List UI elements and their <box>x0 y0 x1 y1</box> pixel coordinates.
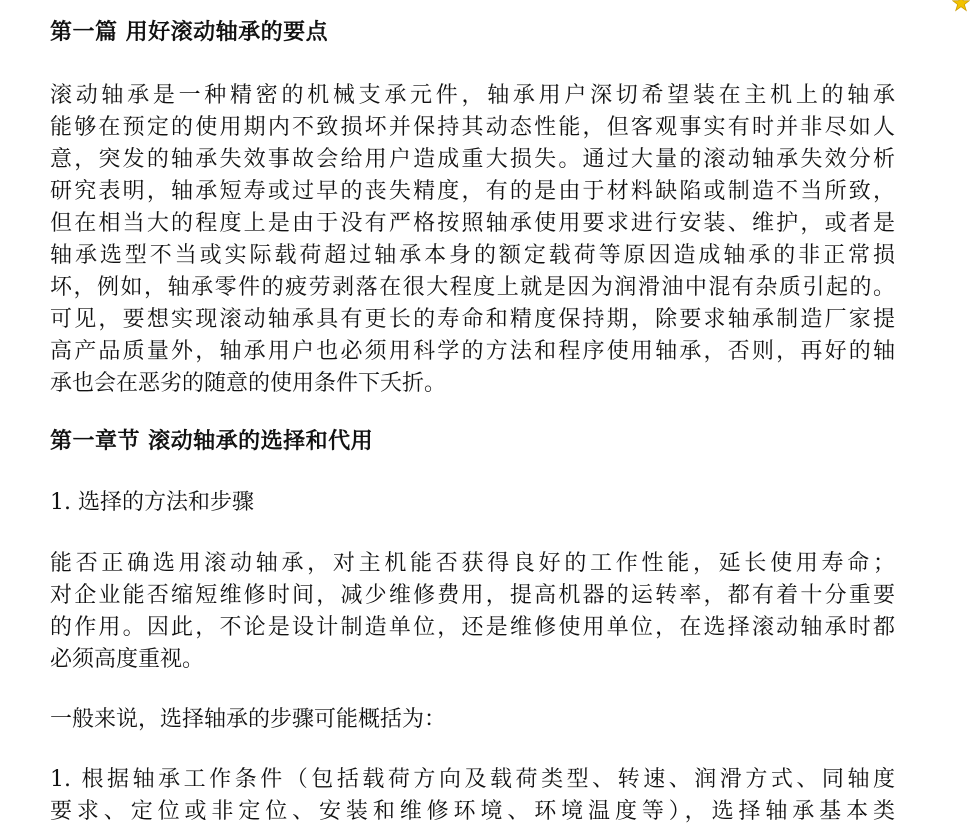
paragraph-line: 对企业能否缩短维修时间，减少维修费用，提高机器的运转率，都有着十分重要 <box>50 583 895 608</box>
paragraph-line: 承也会在恶劣的随意的使用条件下夭折。 <box>50 371 447 396</box>
paragraph-line: 意，突发的轴承失效事故会给用户造成重大损失。通过大量的滚动轴承失效分析 <box>50 147 895 172</box>
paragraph-line: 坏，例如，轴承零件的疲劳剥落在很大程度上就是因为润滑油中混有杂质引起的。 <box>50 275 895 300</box>
list-item: 要求、定位或非定位、安装和维修环境、环境温度等），选择轴承基本类 <box>50 799 895 824</box>
paragraph-line: 滚动轴承是一种精密的机械支承元件，轴承用户深切希望装在主机上的轴承 <box>50 83 895 108</box>
section-title: 1. 选择的方法和步骤 <box>50 490 254 515</box>
star-icon <box>952 0 970 12</box>
paragraph-line: 可见，要想实现滚动轴承具有更长的寿命和精度保持期，除要求轴承制造厂家提 <box>50 307 895 332</box>
list-item: 1. 根据轴承工作条件（包括载荷方向及载荷类型、转速、润滑方式、同轴度 <box>50 767 895 792</box>
paragraph-line: 能否正确选用滚动轴承，对主机能否获得良好的工作性能，延长使用寿命； <box>50 551 895 576</box>
paragraph-line: 能够在预定的使用期内不致损坏并保持其动态性能，但客观事实有时并非尽如人 <box>50 115 895 140</box>
paragraph-line: 轴承选型不当或实际载荷超过轴承本身的额定载荷等原因造成轴承的非正常损 <box>50 243 895 268</box>
part-title: 第一篇 用好滚动轴承的要点 <box>50 20 329 45</box>
paragraph-line: 的作用。因此，不论是设计制造单位，还是维修使用单位，在选择滚动轴承时都 <box>50 615 895 640</box>
chapter-title: 第一章节 滚动轴承的选择和代用 <box>50 429 374 454</box>
paragraph-line: 但在相当大的程度上是由于没有严格按照轴承使用要求进行安装、维护，或者是 <box>50 211 895 236</box>
general-steps-intro: 一般来说，选择轴承的步骤可能概括为： <box>50 707 447 732</box>
paragraph-line: 研究表明，轴承短寿或过早的丧失精度，有的是由于材料缺陷或制造不当所致， <box>50 179 895 204</box>
paragraph-line: 高产品质量外，轴承用户也必须用科学的方法和程序使用轴承，否则，再好的轴 <box>50 339 895 364</box>
paragraph-line: 必须高度重视。 <box>50 647 205 672</box>
